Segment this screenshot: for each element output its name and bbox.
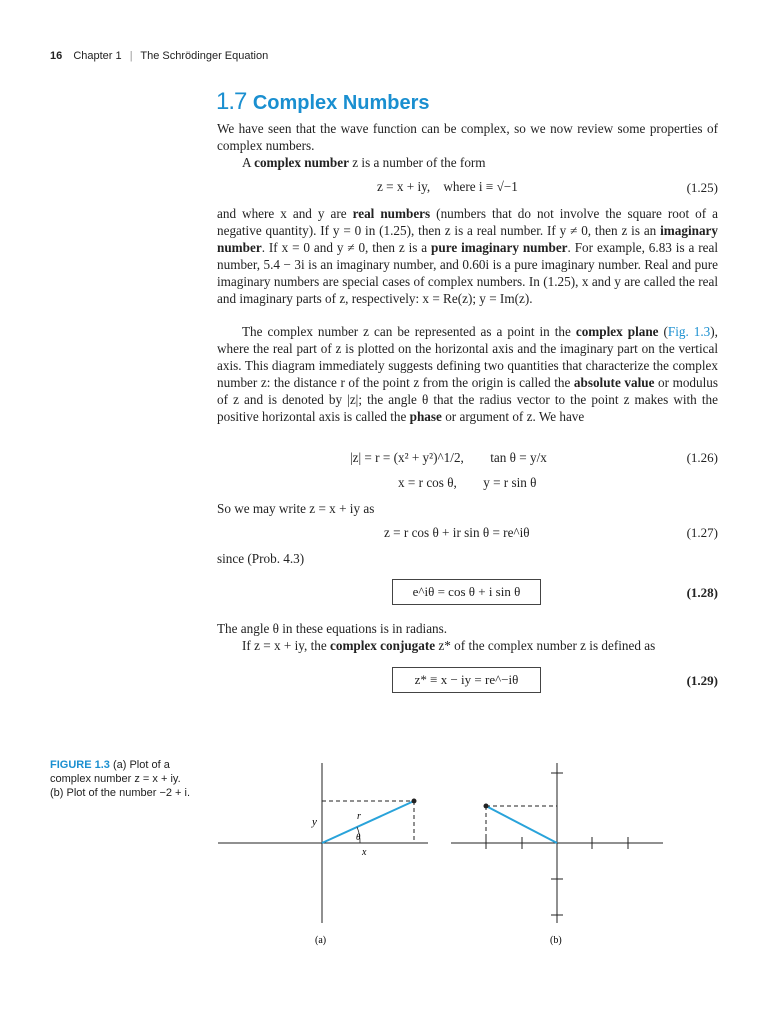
paragraph-definition [217, 154, 718, 171]
term-pure-imaginary-number: pure imaginary number [431, 240, 568, 255]
equation-number-1-29: (1.29) [686, 673, 718, 688]
term-absolute-value: absolute value [573, 375, 655, 390]
eq-expression: tan θ = y/x [490, 450, 547, 465]
eq-where: where i ≡ √−1 [443, 179, 518, 194]
eq-expression: y = r sin θ [483, 475, 537, 490]
page-number: 16 [50, 50, 63, 62]
figure-panel-b [448, 755, 666, 950]
figure-label: FIGURE 1.3 [50, 759, 110, 771]
text: z* of the complex number z is defined as [435, 638, 656, 653]
term-phase: phase [409, 409, 442, 424]
chapter-label: Chapter 1 [73, 50, 122, 62]
equation-1-29-box [392, 667, 541, 693]
radius-vector [322, 801, 414, 843]
text: or argument of z. We have [441, 409, 585, 424]
text: and where x and y are [217, 206, 353, 221]
point-minus-2-plus-i [484, 804, 489, 809]
figure-caption [50, 758, 205, 800]
eq-expression: z = x + iy, [377, 179, 431, 194]
term-real-numbers: real numbers [352, 206, 431, 221]
paragraph-complex-plane [217, 323, 718, 425]
chapter-title: The Schrödinger Equation [140, 50, 269, 62]
text: . If x = 0 and y ≠ 0, then z is a [261, 240, 432, 255]
equation-1-26-line2 [398, 475, 537, 491]
panel-b-label: (b) [550, 935, 562, 946]
text: (numbers that do not involve the square root of a negative quantity). If y = 0 in (1.25), then z is a real number. If y ≠ 0, then z is an [217, 206, 718, 238]
section-number: 1.7 [216, 88, 247, 115]
equation-number-1-25: (1.25) [686, 180, 718, 195]
text: or modulus of z and is denoted by |z|; the angle θ that the radius vector to the point z makes with the positive horizontal axis is called the [217, 375, 718, 424]
paragraph-so-we-may-write: So we may write z = x + iy as [217, 501, 375, 516]
figure-panel-a [210, 755, 440, 950]
equation-number-1-28: (1.28) [686, 585, 718, 600]
text: The complex number z can be represented as a point in the [242, 324, 576, 339]
eq-expression: x = r cos θ, [398, 475, 457, 490]
section-heading [216, 88, 430, 116]
figure-link[interactable]: Fig. 1.3 [667, 324, 711, 339]
term-complex-number: complex number [254, 155, 349, 170]
running-head [50, 50, 268, 62]
label-theta: θ [356, 832, 361, 842]
equation-1-28-box [392, 579, 541, 605]
equation-1-29: z* ≡ x − iy = re^−iθ [414, 672, 519, 687]
paragraph-radians: The angle θ in these equations is in radians. [217, 621, 448, 636]
text: ), where the real part of z is plotted on the horizontal axis and the imaginary part on the vertical axis. This diagram immediately suggests defining two quantities that characterize the complex number z: the distance r of the point z from the origin is called the [217, 324, 718, 390]
paragraph-conjugate [217, 637, 718, 654]
term-complex-plane: complex plane [575, 324, 659, 339]
text: If z = x + iy, the [242, 638, 330, 653]
label-x: x [362, 847, 367, 858]
caption-b: (b) Plot of the number −2 + i. [50, 787, 191, 799]
paragraph-since: since (Prob. 4.3) [217, 551, 305, 566]
equation-number-1-27: (1.27) [686, 525, 718, 540]
term-complex-conjugate: complex conjugate [330, 638, 436, 653]
caption-a: (a) Plot of a complex number z = x + iy. [50, 759, 181, 785]
eq-expression: |z| = r = (x² + y²)^1/2, [350, 450, 464, 465]
equation-1-25 [377, 179, 518, 195]
panel-a-label: (a) [315, 935, 327, 946]
label-r: r [357, 811, 361, 822]
text: A [242, 155, 255, 170]
section-title: Complex Numbers [252, 92, 430, 114]
running-head-separator: | [129, 50, 133, 62]
label-y: y [312, 816, 317, 828]
text: ( [658, 324, 668, 339]
paragraph-intro: We have seen that the wave function can be complex, so we now review some properties of complex numbers. [217, 121, 718, 153]
text: z is a number of the form [348, 155, 486, 170]
point-z [412, 799, 417, 804]
paragraph-real-imaginary [217, 205, 718, 307]
equation-1-26-line1 [350, 450, 547, 466]
equation-1-27: z = r cos θ + ir sin θ = re^iθ [384, 525, 530, 540]
equation-1-28: e^iθ = cos θ + i sin θ [412, 584, 521, 599]
text: . For example, 6.83 is a real number, 5.4 − 3i is an imaginary number, and 0.60i is a pure imaginary number. Real and pure imaginary numbers are special cases of complex numbers. In (1.25), x and y are called the real and imaginary parts of z, respectively: x = Re(z); y = Im(z). [217, 240, 718, 306]
equation-number-1-26: (1.26) [686, 450, 718, 465]
term-imaginary-number: imaginary number [217, 223, 718, 255]
